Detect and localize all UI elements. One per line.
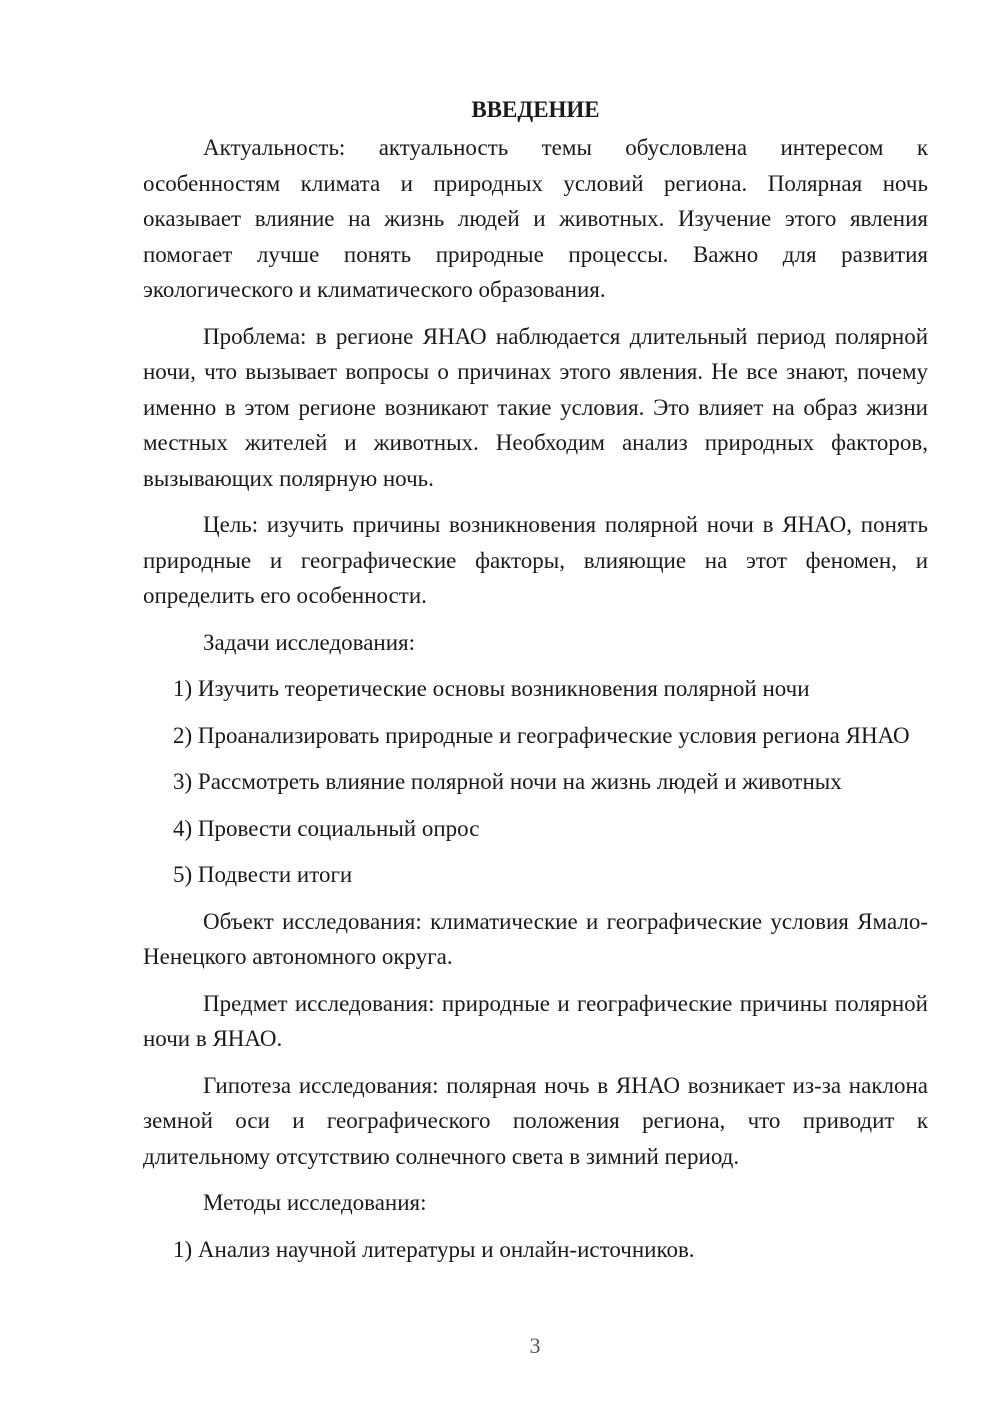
goal-paragraph: Цель: изучить причины возникновения полярной ночи в ЯНАО, понять природные и географические факторы, влияющие на этот феномен, и определить его особенности. — [143, 512, 928, 608]
page-content — [143, 94, 928, 1278]
methods-heading: Методы исследования: — [203, 1190, 427, 1215]
task-item-5: 5) Подвести итоги — [173, 862, 353, 887]
page-number: 3 — [529, 1333, 541, 1358]
relevance-paragraph: Актуальность: актуальность темы обусловлена интересом к особенностям климата и природных условий региона. Полярная ночь оказывает влияние на жизнь людей и животных. Изучение этого явления помогает лучше понять природные процессы. Важно для развития экологического и климатического образования. — [143, 135, 928, 302]
page-title: ВВЕДЕНИЕ — [471, 97, 600, 122]
hypothesis-paragraph: Гипотеза исследования: полярная ночь в ЯНАО возникает из-за наклона земной оси и географического положения региона, что приводит к длительному отсутствию солнечного света в зимний период. — [143, 1072, 928, 1169]
task-item-2: 2) Проанализировать природные и географические условия региона ЯНАО — [173, 722, 910, 748]
subject-paragraph: Предмет исследования: природные и географические причины полярной ночи в ЯНАО. — [143, 990, 928, 1051]
task-item-3: 3) Рассмотреть влияние полярной ночи на жизнь людей и животных — [173, 769, 842, 794]
problem-paragraph: Проблема: в регионе ЯНАО наблюдается длительный период полярной ночи, что вызывает вопросы о причинах этого явления. Не все знают, почему именно в этом регионе возникают такие условия. Это влияет на образ жизни местных жителей и животных. Необходим анализ природных факторов, вызывающих полярную ночь. — [143, 323, 928, 491]
tasks-heading: Задачи исследования: — [203, 629, 416, 655]
object-paragraph: Объект исследования: климатические и географические условия Ямало-Ненецкого автономного округа. — [143, 908, 928, 969]
task-item-4: 4) Провести социальный опрос — [173, 815, 480, 841]
method-item-1: 1) Анализ научной литературы и онлайн-источников. — [173, 1236, 695, 1262]
task-item-1: 1) Изучить теоретические основы возникновения полярной ночи — [173, 676, 810, 701]
